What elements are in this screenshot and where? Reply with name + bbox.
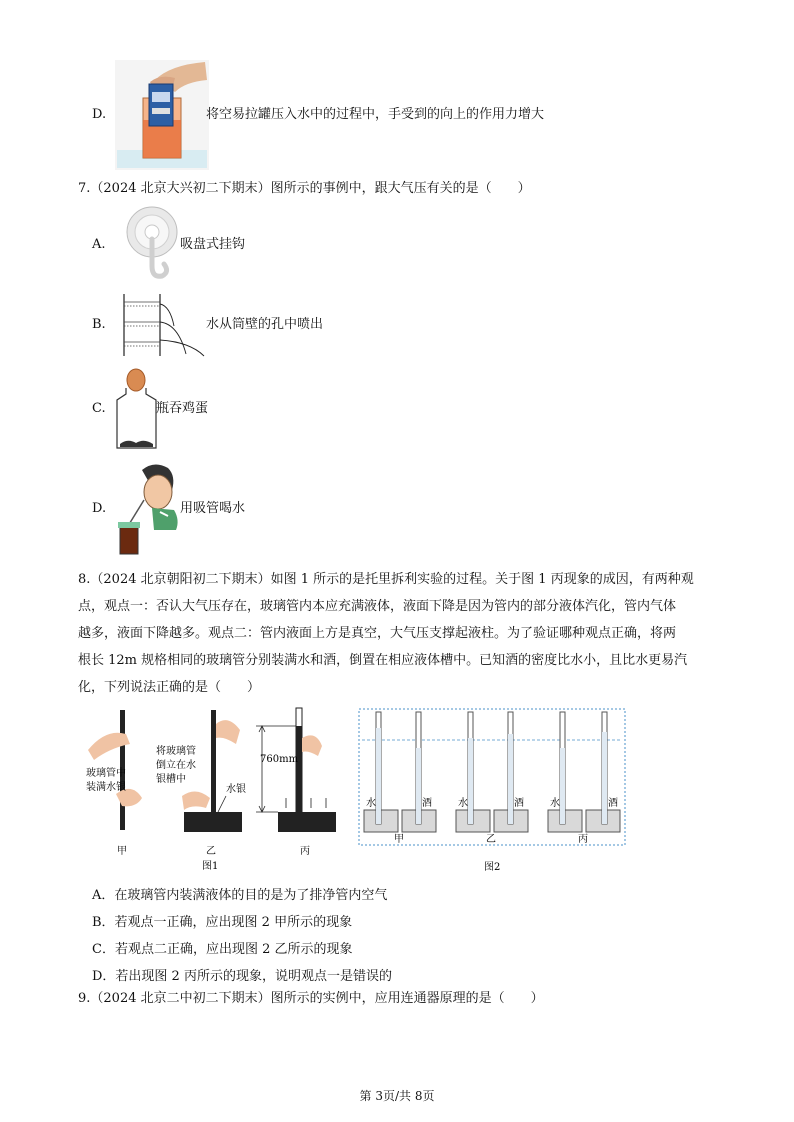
question-9-stem: 9.（2024 北京二中初二下期末）图所示的实例中，应用连通器原理的是（ ） (78, 991, 544, 1006)
figure-2-water-wine (358, 708, 626, 874)
question-8-stem (78, 566, 778, 701)
figure-1-label-invert-line-1: 将玻璃管 (156, 746, 196, 757)
figure-1-sublabel-jia: 甲 (117, 846, 127, 857)
option-letter: D. (92, 107, 107, 122)
stem-line: 根长 12m 规格相同的玻璃管分别装满水和酒，倒置在相应液体槽中。已知酒的密度比水小，且比水更易汽 (78, 653, 688, 668)
option-letter: C. (92, 401, 106, 416)
question-7-stem: 7.（2024 北京大兴初二下期末）图所示的事例中，跟大气压有关的是（ ） (78, 181, 531, 196)
figure-1-caption: 图1 (202, 861, 219, 872)
figure-2-sublabel-yi: 乙 (486, 834, 496, 845)
question-8-options (92, 882, 772, 990)
figure-1-label-fill-line-2: 装满水银 (86, 782, 126, 793)
boy-drinking-straw-image (116, 460, 180, 556)
option-d: D．若出现图 2 丙所示的现象，说明观点一是错误的 (92, 969, 392, 984)
figure-1-torricelli (86, 704, 348, 874)
figure-2-caption: 图2 (484, 862, 501, 873)
option-text: 水从筒壁的孔中喷出 (206, 317, 324, 332)
page-number: 第 3页/共 8页 (359, 1089, 435, 1103)
option-letter: A. (92, 237, 106, 252)
figure-1-sublabel-bing: 丙 (300, 846, 310, 857)
option-text: 吸盘式挂钩 (180, 237, 246, 252)
option-text: 将空易拉罐压入水中的过程中，手受到的向上的作用力增大 (206, 107, 545, 122)
figure-1-label-height: 760mm (260, 754, 299, 765)
suction-hook-image (124, 206, 180, 282)
option-text: 瓶吞鸡蛋 (156, 401, 209, 416)
option-a: A．在玻璃管内装满液体的目的是为了排净管内空气 (92, 888, 388, 903)
figure-2-label-water: 水 (366, 798, 376, 809)
figure-1-label-mercury: 水银 (226, 784, 246, 795)
stem-line: 越多，液面下降越多。观点二：管内液面上方是真空，大气压支撑起液柱。为了验证哪种观点正确，将两 (78, 626, 677, 641)
option-letter: D. (92, 501, 107, 516)
option-b: B．若观点一正确，应出现图 2 甲所示的现象 (92, 915, 353, 930)
figure-2-sublabel-bing: 丙 (578, 834, 588, 845)
stem-line: 点，观点一：否认大气压存在，玻璃管内本应充满液体，液面下降是因为管内的部分液体汽化，管内气体 (78, 599, 677, 614)
figure-1-label-invert-line-2: 倒立在水 (156, 760, 196, 771)
stem-line: 8.（2024 北京朝阳初二下期末）如图 1 所示的是托里拆利实验的过程。关于图 1 丙现象的成因，有两种观 (78, 572, 694, 587)
can-in-water-image (115, 60, 209, 170)
bottle-egg-image (114, 368, 160, 450)
option-letter: B. (92, 317, 106, 332)
figure-2-label-wine: 酒 (422, 798, 432, 809)
figure-2-label-water: 水 (550, 798, 560, 809)
figure-2-sublabel-jia: 甲 (394, 834, 404, 845)
option-c: C．若观点二正确，应出现图 2 乙所示的现象 (92, 942, 353, 957)
figure-1-label-fill-line-1: 玻璃管中 (86, 768, 126, 779)
water-jets-cylinder-image (120, 292, 210, 358)
figure-2-label-wine: 酒 (514, 798, 524, 809)
figure-1-sublabel-yi: 乙 (206, 846, 216, 857)
option-text: 用吸管喝水 (180, 501, 246, 516)
figure-2-label-wine: 酒 (608, 798, 618, 809)
stem-line: 化，下列说法正确的是（ ） (78, 680, 261, 695)
figure-2-label-water: 水 (458, 798, 468, 809)
figure-1-label-invert-line-3: 银槽中 (156, 774, 186, 785)
